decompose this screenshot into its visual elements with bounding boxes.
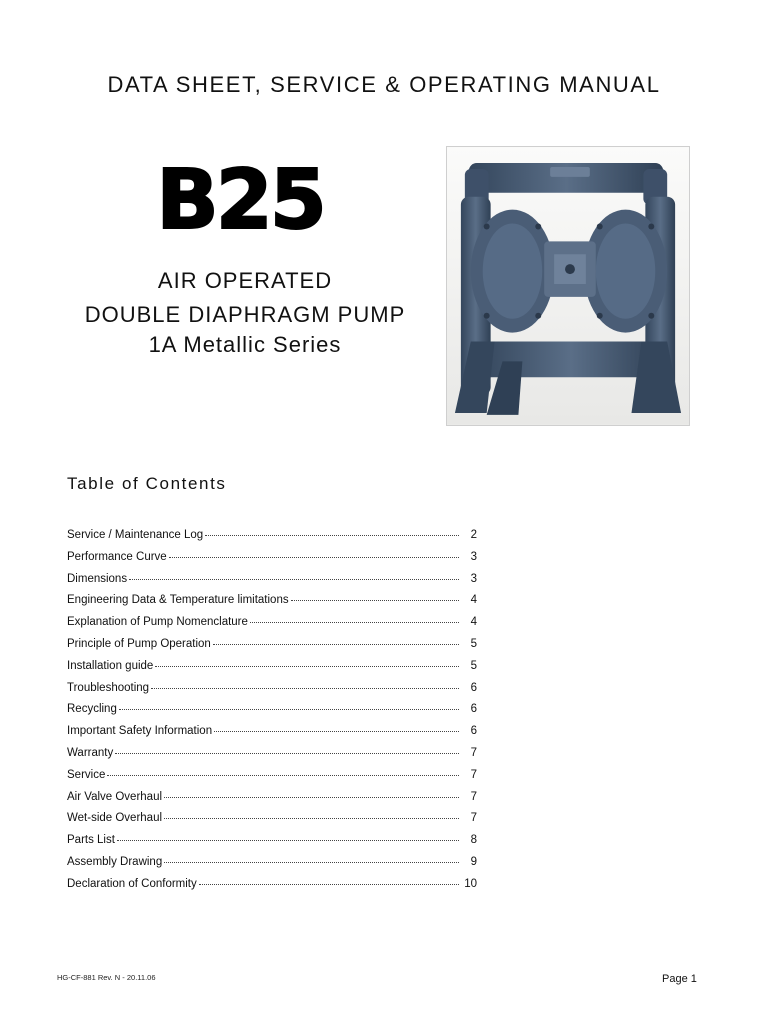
toc-entry-label: Installation guide — [67, 659, 154, 672]
toc-entry-page: 7 — [470, 768, 477, 781]
toc-leader-dots — [119, 709, 459, 710]
toc-entry[interactable] — [67, 573, 477, 595]
toc-entry[interactable] — [67, 638, 477, 660]
toc-entry[interactable] — [67, 791, 477, 813]
toc-entry-label: Principle of Pump Operation — [67, 637, 211, 650]
toc-entry[interactable] — [67, 682, 477, 704]
toc-entry-label: Wet-side Overhaul — [67, 812, 163, 825]
toc-entry-label: Important Safety Information — [67, 725, 213, 738]
toc-entry[interactable] — [67, 769, 477, 791]
toc-entry-label: Declaration of Conformity — [67, 877, 197, 890]
toc-entry[interactable] — [67, 616, 477, 638]
toc-entry-label: Performance Curve — [67, 550, 167, 563]
toc-entry-label: Air Valve Overhaul — [67, 790, 163, 803]
toc-entry[interactable] — [67, 834, 477, 856]
toc-entry-label: Engineering Data & Temperature limitations — [67, 594, 289, 607]
toc-entry[interactable] — [67, 725, 477, 747]
toc-leader-dots — [155, 666, 459, 667]
toc-entry[interactable] — [67, 660, 477, 682]
toc-leader-dots — [164, 797, 459, 798]
toc-entry-page: 7 — [470, 812, 477, 825]
toc-entry-page: 5 — [470, 637, 477, 650]
toc-entry-page: 5 — [470, 659, 477, 672]
toc-entry[interactable] — [67, 747, 477, 769]
toc-entry-page: 3 — [470, 550, 477, 563]
page-title: DATA SHEET, SERVICE & OPERATING MANUAL — [107, 72, 661, 97]
toc-entry[interactable] — [67, 856, 477, 878]
toc-entry-page: 3 — [470, 572, 477, 585]
toc-leader-dots — [250, 622, 459, 623]
model-number: B25 — [156, 153, 324, 248]
product-subtitle-line1: AIR OPERATED — [157, 268, 333, 293]
page-number: Page 1 — [662, 973, 697, 985]
toc-entry[interactable] — [67, 812, 477, 834]
toc-leader-dots — [213, 644, 459, 645]
toc-entry[interactable] — [67, 529, 477, 551]
toc-leader-dots — [291, 600, 459, 601]
toc-entry-page: 4 — [470, 594, 477, 607]
document-code: HG-CF-881 Rev. N - 20.11.06 — [57, 973, 156, 982]
toc-leader-dots — [129, 579, 459, 580]
product-subtitle-line3: 1A Metallic Series — [148, 332, 342, 357]
toc-leader-dots — [199, 884, 459, 885]
toc-entry[interactable] — [67, 551, 477, 573]
toc-entry-page: 6 — [470, 725, 477, 738]
toc-entry-page: 7 — [470, 746, 477, 759]
pump-photo — [446, 146, 690, 426]
table-of-contents — [67, 529, 477, 900]
toc-entry-label: Parts List — [67, 834, 115, 847]
toc-entry[interactable] — [67, 594, 477, 616]
toc-leader-dots — [117, 840, 459, 841]
toc-entry-label: Recycling — [67, 703, 117, 716]
toc-leader-dots — [164, 862, 459, 863]
toc-leader-dots — [164, 818, 459, 819]
toc-leader-dots — [214, 731, 459, 732]
toc-entry-page: 7 — [470, 790, 477, 803]
product-subtitle-line2: DOUBLE DIAPHRAGM PUMP — [84, 302, 406, 327]
toc-entry-label: Service / Maintenance Log — [67, 529, 204, 541]
toc-entry-label: Service — [67, 768, 106, 781]
toc-entry-label: Warranty — [67, 746, 114, 759]
toc-heading: Table of Contents — [67, 474, 227, 493]
toc-entry-page: 4 — [470, 616, 477, 629]
toc-entry[interactable] — [67, 703, 477, 725]
toc-entry-label: Troubleshooting — [67, 681, 150, 694]
toc-leader-dots — [205, 535, 459, 536]
toc-entry-page: 10 — [464, 877, 477, 890]
toc-leader-dots — [107, 775, 459, 776]
toc-entry-page: 8 — [470, 834, 477, 847]
toc-entry-label: Explanation of Pump Nomenclature — [67, 616, 248, 629]
toc-entry-label: Dimensions — [67, 572, 128, 585]
toc-entry-page: 2 — [470, 529, 477, 541]
toc-entry-label: Assembly Drawing — [67, 855, 163, 868]
toc-entry[interactable] — [67, 878, 477, 900]
toc-entry-page: 6 — [470, 681, 477, 694]
toc-entry-page: 9 — [470, 855, 477, 868]
toc-leader-dots — [169, 557, 459, 558]
toc-leader-dots — [115, 753, 459, 754]
pump-illustration-icon — [447, 147, 689, 425]
toc-entry-page: 6 — [470, 703, 477, 716]
toc-leader-dots — [151, 688, 459, 689]
